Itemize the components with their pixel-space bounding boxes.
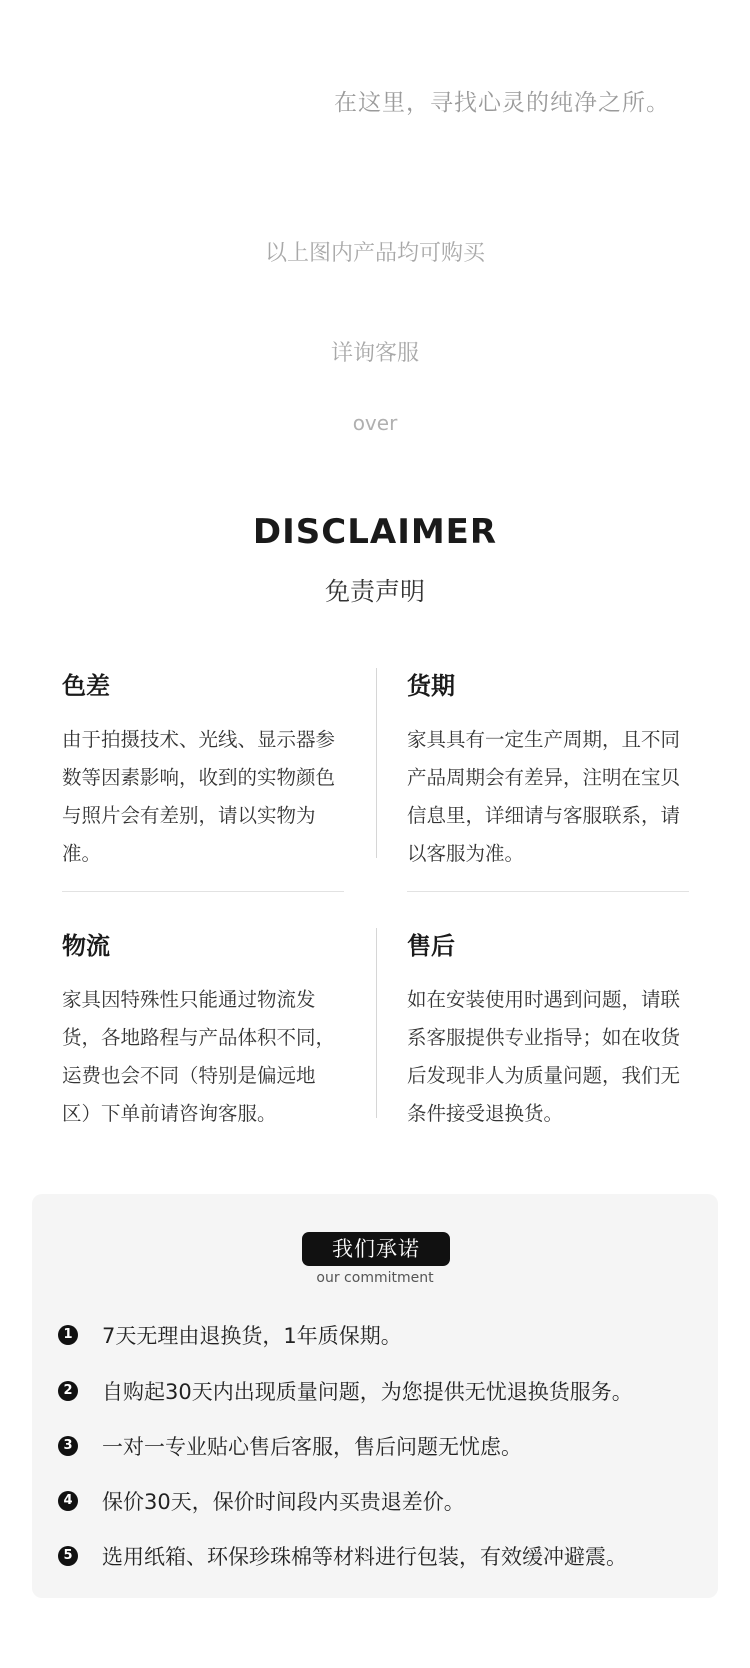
section-color-difference [62, 666, 344, 873]
section-title: 物流 [62, 932, 110, 960]
section-logistics [62, 926, 344, 1133]
section-after-sales [407, 926, 689, 1133]
disclaimer-subtitle: 免责声明 [324, 577, 425, 606]
section-delivery-time [407, 666, 689, 873]
divider-vertical [376, 668, 377, 858]
commitment-subtitle: our commitment [316, 1270, 434, 1286]
commitment-item [58, 1486, 465, 1516]
commitment-item [58, 1376, 633, 1406]
section-body: 由于拍摄技术、光线、显示器参数等因素影响，收到的实物颜色与照片会有差别，请以实物为准。 [62, 728, 336, 865]
commitment-item-text: 一对一专业贴心售后客服，售后问题无忧虑。 [102, 1435, 522, 1459]
section-title: 售后 [407, 932, 455, 960]
over-label: over [352, 411, 398, 435]
consult-service-note: 详询客服 [330, 341, 419, 366]
divider-vertical [376, 928, 377, 1118]
products-available-note: 以上图内产品均可购买 [264, 241, 485, 266]
section-body: 家具因特殊性只能通过物流发货，各地路程与产品体积不同，运费也会不同（特别是偏远地区）下单前请咨询客服。 [62, 988, 336, 1125]
commitment-item [58, 1541, 627, 1571]
commitment-item-text: 7天无理由退换货，1年质保期。 [102, 1324, 402, 1348]
number-badge: 4 [58, 1491, 78, 1511]
commitment-item-text: 选用纸箱、环保珍珠棉等材料进行包装，有效缓冲避震。 [102, 1545, 627, 1569]
number-badge: 1 [58, 1325, 78, 1345]
commitment-item [58, 1431, 522, 1461]
number-badge: 3 [58, 1436, 78, 1456]
divider-horizontal [407, 891, 689, 892]
tagline: 在这里，寻找心灵的纯净之所。 [334, 90, 670, 116]
commitment-item-text: 保价30天，保价时间段内买贵退差价。 [102, 1490, 465, 1514]
number-badge: 2 [58, 1381, 78, 1401]
disclaimer-title: DISCLAIMER [252, 512, 498, 552]
divider-horizontal [62, 891, 344, 892]
number-badge: 5 [58, 1546, 78, 1566]
commitment-badge: 我们承诺 [302, 1232, 450, 1266]
section-body: 家具具有一定生产周期，且不同产品周期会有差异，注明在宝贝信息里，详细请与客服联系，请以客服为准。 [407, 728, 681, 865]
section-body: 如在安装使用时遇到问题，请联系客服提供专业指导；如在收货后发现非人为质量问题，我们无条件接受退换货。 [407, 988, 681, 1125]
section-title: 货期 [407, 672, 455, 700]
section-title: 色差 [62, 672, 110, 700]
commitment-item [58, 1320, 402, 1350]
commitment-item-text: 自购起30天内出现质量问题，为您提供无忧退换货服务。 [102, 1380, 633, 1404]
